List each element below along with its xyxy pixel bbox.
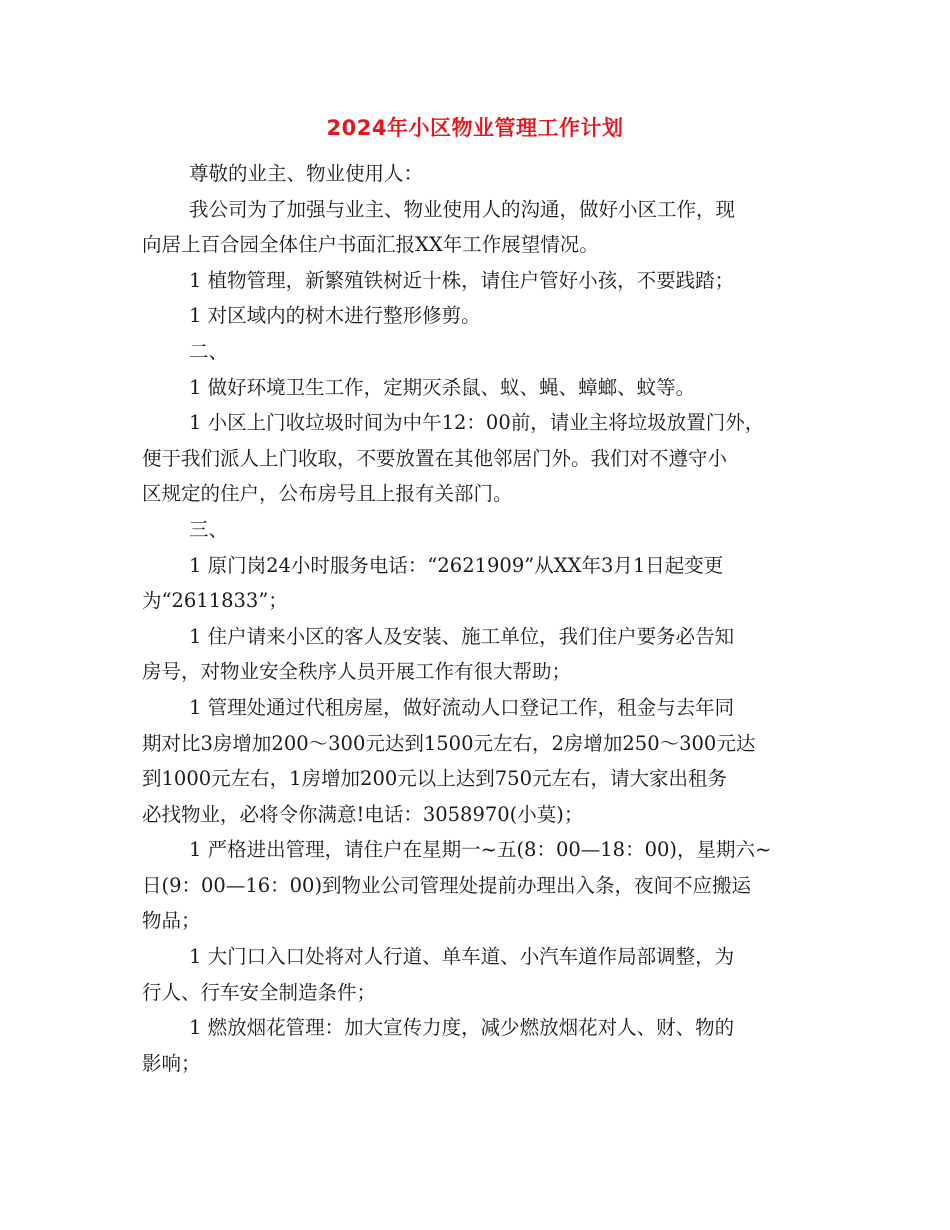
paragraph-line: 为“2611833”； bbox=[142, 589, 288, 613]
paragraph-line: 1 小区上门收垃圾时间为中午12：00前，请业主将垃圾放置门外， bbox=[189, 411, 765, 435]
paragraph-line: 1 管理处通过代租房屋，做好流动人口登记工作，租金与去年同 bbox=[189, 695, 735, 719]
paragraph-line: 日(9：00—16：00)到物业公司管理处提前办理出入条，夜间不应搬运 bbox=[142, 873, 752, 897]
paragraph-line: 1 大门口入口处将对人行道、单车道、小汽车道作局部调整，为 bbox=[189, 945, 735, 969]
paragraph bbox=[142, 690, 812, 832]
paragraph-line: 我公司为了加强与业主、物业使用人的沟通，做好小区工作，现 bbox=[189, 197, 736, 221]
paragraph bbox=[142, 298, 812, 334]
paragraph bbox=[142, 548, 812, 619]
paragraph bbox=[142, 512, 812, 548]
paragraph-line: 必找物业，必将令你满意!电话：3058970(小莫)； bbox=[142, 802, 584, 826]
paragraph-line: 期对比3房增加200～300元达到1500元左右，2房增加250～300元达 bbox=[142, 731, 756, 755]
paragraph-line: 影响； bbox=[142, 1051, 201, 1075]
paragraph-line: 三、 bbox=[189, 517, 229, 541]
document-body bbox=[142, 156, 812, 1081]
paragraph-line: 1 植物管理，新繁殖铁树近十株，请住户管好小孩，不要践踏； bbox=[189, 268, 735, 292]
paragraph-line: 物品； bbox=[142, 909, 201, 933]
document-title: 2024年小区物业管理工作计划 bbox=[326, 116, 624, 140]
paragraph bbox=[142, 939, 812, 1010]
paragraph-line: 向居上百合园全体住户书面汇报XX年工作展望情况。 bbox=[142, 233, 599, 257]
paragraph-line: 二、 bbox=[189, 339, 229, 363]
paragraph bbox=[142, 619, 812, 690]
paragraph bbox=[142, 156, 812, 192]
paragraph bbox=[142, 263, 812, 299]
paragraph bbox=[142, 832, 812, 939]
paragraph-line: 1 燃放烟花管理：加大宣传力度，减少燃放烟花对人、财、物的 bbox=[189, 1016, 735, 1040]
paragraph-line: 尊敬的业主、物业使用人： bbox=[189, 162, 424, 185]
paragraph bbox=[142, 192, 812, 263]
paragraph bbox=[142, 370, 812, 406]
paragraph-line: 行人、行车安全制造条件； bbox=[142, 980, 377, 1004]
paragraph-line: 房号，对物业安全秩序人员开展工作有很大帮助； bbox=[142, 660, 572, 684]
paragraph-line: 1 做好环境卫生工作，定期灭杀鼠、蚁、蝇、蟑螂、蚊等。 bbox=[189, 375, 696, 399]
paragraph bbox=[142, 1010, 812, 1081]
paragraph-line: 1 对区域内的树木进行整形修剪。 bbox=[189, 304, 481, 328]
paragraph-line: 1 住户请来小区的客人及安装、施工单位，我们住户要务必告知 bbox=[189, 624, 735, 648]
paragraph-line: 区规定的住户，公布房号且上报有关部门。 bbox=[142, 482, 513, 506]
paragraph-line: 1 原门岗24小时服务电话：“2621909”从XX年3月1日起变更 bbox=[189, 553, 724, 577]
paragraph-line: 便于我们派人上门收取，不要放置在其他邻居门外。我们对不遵守小 bbox=[142, 446, 728, 470]
paragraph bbox=[142, 405, 812, 512]
paragraph bbox=[142, 334, 812, 370]
paragraph-line: 到1000元左右，1房增加200元以上达到750元左右，请大家出租务 bbox=[142, 767, 727, 791]
paragraph-line: 1 严格进出管理，请住户在星期一~五(8：00—18：00)，星期六~ bbox=[189, 838, 772, 862]
